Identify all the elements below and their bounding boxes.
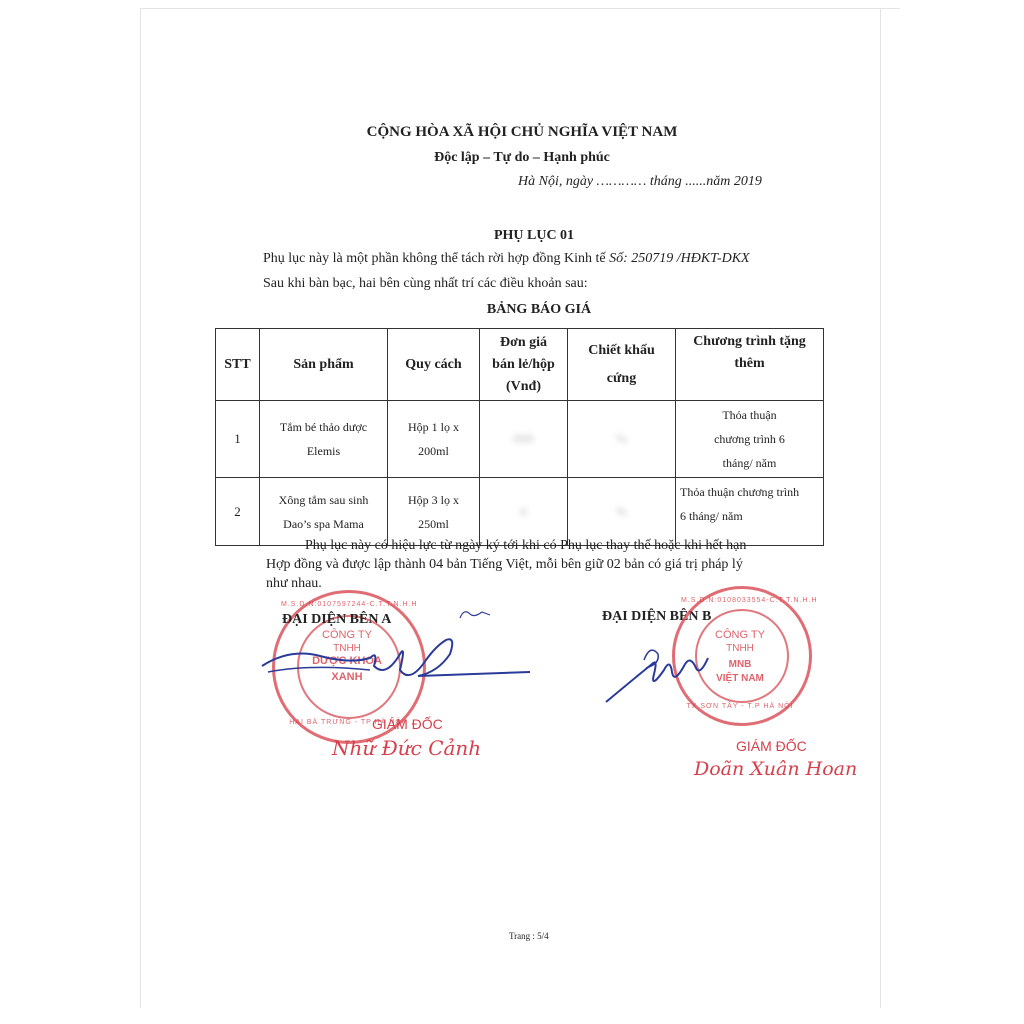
page-number: Trang : 5/4: [509, 931, 549, 941]
row-discount: [568, 478, 676, 546]
redacted-price: 0: [520, 503, 527, 519]
stamp-text-4: XANH: [331, 671, 363, 683]
header-price-line2: bán lẻ/hộp: [492, 356, 555, 372]
header-discount-line1: Chiết khấu: [588, 342, 655, 358]
row-product: [260, 401, 388, 478]
row-product-line2: Elemis: [306, 444, 341, 458]
party-b-name: Doãn Xuân Hoan: [694, 758, 858, 780]
stamp-text-2: TNHH: [726, 643, 754, 654]
row-spec: [388, 478, 480, 546]
contract-number: Số: 250719 /HĐKT-DKX: [609, 251, 750, 266]
table-title: BẢNG BÁO GIÁ: [486, 302, 592, 317]
redacted-discount: %: [616, 431, 627, 446]
stamp-ring-top: M.S.D.N:0108033554-C.T.T.N.H.H: [681, 597, 818, 604]
row-product-line1: Xông tắm sau sinh: [278, 492, 369, 507]
row-promo-line1: Thỏa thuận: [722, 408, 777, 422]
row-spec-line2: 250ml: [418, 516, 449, 531]
stamp-text-1: CÔNG TY: [322, 629, 372, 641]
header-discount: [568, 329, 676, 401]
row-spec-line1: Hộp 3 lọ x: [408, 492, 459, 507]
row-promo-line2: 6 tháng/ năm: [680, 509, 743, 523]
signature-a-stroke: [460, 612, 490, 618]
stamp-text-3: MNB: [728, 659, 752, 670]
header-price-line3: (Vnđ): [505, 378, 541, 394]
redacted-price: 000: [513, 431, 534, 446]
party-a-role: GIÁM ĐỐC: [372, 716, 443, 732]
row-promo-line2: chương trình 6: [714, 432, 785, 446]
party-a-name: Nhữ Đức Cảnh: [332, 736, 482, 760]
table-header-row: [216, 329, 824, 401]
appendix-intro: [263, 251, 750, 267]
header-price-line1: Đơn giá: [499, 334, 548, 350]
row-price: [480, 478, 568, 546]
party-b-label: ĐẠI DIỆN BÊN B: [602, 609, 712, 624]
header-discount-line2: cứng: [606, 370, 637, 386]
row-discount: [568, 401, 676, 478]
row-price: [480, 401, 568, 478]
validity-line-2: Hợp đồng và được lập thành 04 bản Tiếng Việt, mỗi bên giữ 02 bản có giá trị pháp lý: [266, 557, 743, 572]
row-stt: 1: [216, 401, 260, 478]
party-a-label: ĐẠI DIỆN BÊN A: [282, 612, 392, 627]
stamp-ring-bottom: HAI BÀ TRƯNG - TP HÀ NỘI: [289, 719, 405, 726]
table-row: [216, 478, 824, 546]
stamp-ring-top: M.S.D.N:0107597244-C.T.T.N.H.H: [281, 601, 418, 608]
row-promo: [676, 478, 824, 546]
validity-line-3: như nhau.: [266, 576, 322, 591]
signature-a: [250, 600, 550, 700]
appendix-title: PHỤ LỤC 01: [493, 228, 575, 243]
row-product-line1: Tắm bé thảo dược: [279, 420, 368, 434]
row-stt: 2: [216, 478, 260, 546]
row-spec: [388, 401, 480, 478]
stamp-text-3: DƯỢC KHOA: [312, 655, 382, 667]
signature-a-main: [262, 639, 530, 676]
price-table: [215, 328, 824, 546]
scan-edge-top: [140, 8, 900, 9]
stamp-text-4: VIỆT NAM: [716, 673, 764, 684]
header-spec: Quy cách: [388, 329, 480, 401]
row-product-line2: Dao’s spa Mama: [283, 516, 364, 531]
validity-line-1: Phụ lục này có hiệu lực từ ngày ký tới khi có Phụ lục thay thế hoặc khi hết hạn: [305, 538, 747, 553]
row-spec-line1: Hộp 1 lọ x: [408, 420, 459, 434]
signature-a-underline: [268, 667, 370, 672]
row-spec-line2: 200ml: [418, 444, 449, 458]
stamp-ring-bottom: TX SƠN TÂY - T.P HÀ NỘI: [686, 703, 794, 710]
header-price: [480, 329, 568, 401]
motto: Độc lập – Tự do – Hạnh phúc: [434, 150, 610, 165]
header-promo-line2: thêm: [734, 356, 765, 371]
header-product: Sản phẩm: [260, 329, 388, 401]
stamp-text-1: CÔNG TY: [715, 629, 765, 641]
party-b-role: GIÁM ĐỐC: [736, 738, 807, 754]
header-stt: STT: [216, 329, 260, 401]
intro-text: Phụ lục này là một phần không thể tách rời hợp đồng Kinh tế: [263, 251, 610, 266]
row-promo-line1: Thỏa thuận chương trình: [680, 485, 800, 499]
header-promo: [676, 329, 824, 401]
stamp-text-2: TNHH: [333, 643, 361, 654]
table-row: [216, 401, 824, 478]
country-heading: CỘNG HÒA XÃ HỘI CHỦ NGHĨA VIỆT NAM: [366, 124, 678, 140]
signature-b: [600, 640, 710, 710]
place-date: Hà Nội, ngày ………… tháng ......năm 2019: [518, 174, 762, 189]
row-promo-line3: tháng/ năm: [722, 456, 777, 470]
header-promo-line1: Chương trình tặng: [693, 334, 806, 349]
signature-b-main: [606, 658, 708, 702]
agreement-line: Sau khi bàn bạc, hai bên cùng nhất trí các điều khoản sau:: [263, 276, 588, 291]
redacted-discount: %: [616, 503, 627, 519]
row-product: [260, 478, 388, 546]
row-promo: [676, 401, 824, 478]
